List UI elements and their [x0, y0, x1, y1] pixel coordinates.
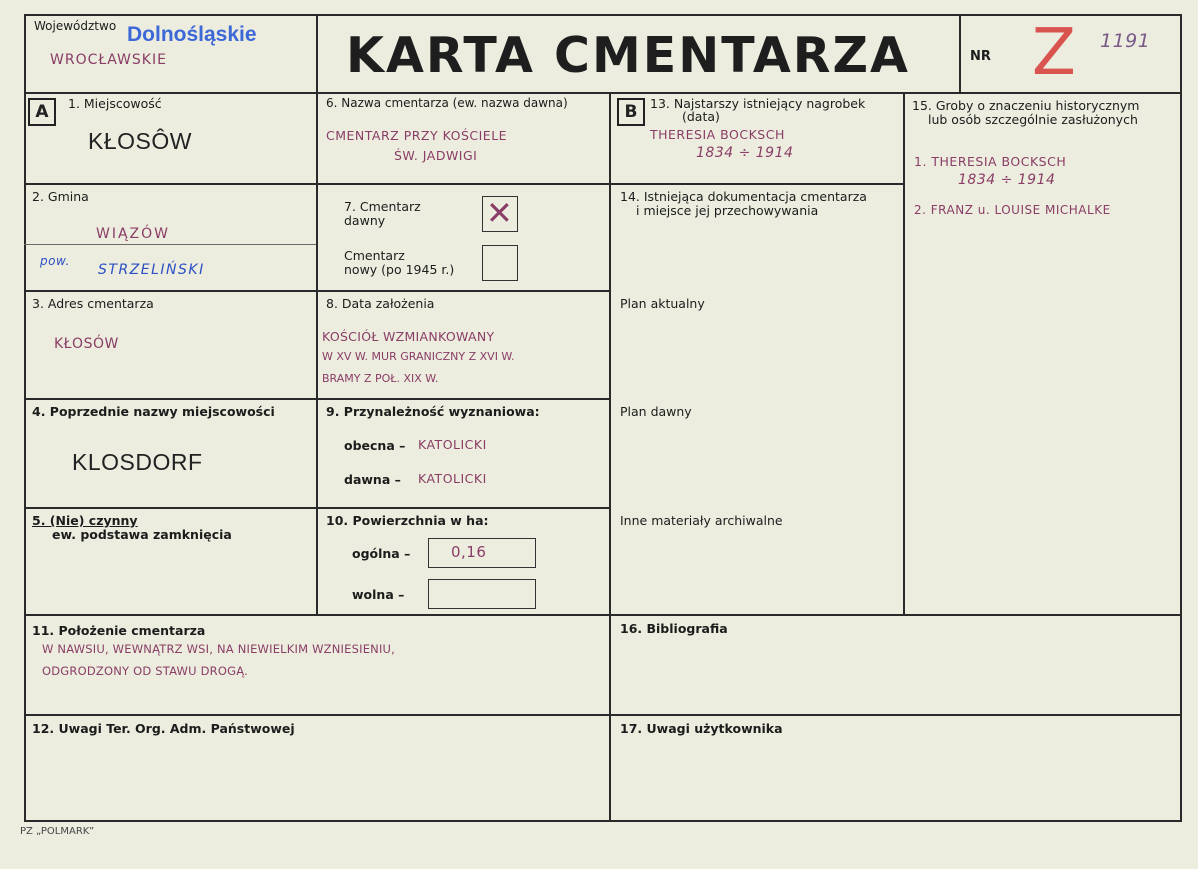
field-3-value: KŁOSÓW [54, 336, 119, 352]
nr-label: NR [970, 49, 991, 64]
field-9-dawna-value: KATOLICKI [418, 471, 487, 486]
row-1-bottom [24, 183, 903, 185]
field-6-label: 6. Nazwa cmentarza (ew. nazwa dawna) [326, 96, 568, 110]
field-7-dawny: dawny [344, 213, 386, 228]
field-15-item-1: 1. THERESIA BOCKSCH [914, 154, 1067, 169]
field-13-line-2: 1834 ÷ 1914 [696, 145, 794, 161]
row-6-bottom [24, 714, 1182, 716]
field-5-label-2: ew. podstawa zamknięcia [52, 527, 232, 542]
field-7-nowy-line-1: Cmentarz [344, 248, 405, 263]
header-bottom [24, 92, 1182, 94]
field-14-plan-dawny: Plan dawny [620, 404, 692, 419]
field-2-value: WIĄZÓW [96, 226, 171, 242]
field-13-label: 13. Najstarszy istniejący nagrobek [650, 96, 866, 111]
field-9-label: 9. Przynależność wyznaniowa: [326, 404, 540, 419]
checkbox-nowy[interactable] [482, 245, 518, 281]
field-2-label: 2. Gmina [32, 189, 89, 204]
col-divider-a [316, 92, 318, 615]
field-10-label: 10. Powierzchnia w ha: [326, 513, 489, 528]
row-5-bottom [24, 614, 1182, 616]
col-divider-b [903, 92, 905, 615]
field-13-label-2: (data) [682, 109, 720, 124]
section-a-marker: A [28, 98, 56, 126]
field-9-dawna-label: dawna – [344, 472, 401, 487]
field-4-label: 4. Poprzednie nazwy miejscowości [32, 404, 275, 419]
field-14-inne-materialy: Inne materiały archiwalne [620, 513, 783, 528]
field-8-line-3: BRAMY Z POŁ. XIX W. [322, 372, 439, 385]
frame-bottom [24, 820, 1182, 822]
field-10-ogolna-value: 0,16 [451, 543, 487, 561]
wojewodztwo-stamp: Dolnośląskie [127, 23, 257, 46]
frame-left [24, 14, 26, 822]
wojewodztwo-label: Województwo [34, 19, 117, 33]
gmina-separator [24, 244, 316, 245]
field-11-line-1: W NAWSIU, WEWNĄTRZ WSI, NA NIEWIELKIM WZNIESIENIU, [42, 642, 396, 656]
field-1-value: KŁOSÔW [88, 128, 192, 154]
field-10-ogolna-label: ogólna – [352, 546, 411, 561]
field-2-pow-value: STRZELIŃSKI [98, 262, 205, 278]
field-8-line-2: W XV W. MUR GRANICZNY Z XVI W. [322, 350, 515, 363]
field-4-value: KLOSDORF [72, 449, 203, 475]
header-divider-1 [316, 14, 318, 94]
field-6-line-1: CMENTARZ PRZY KOŚCIELE [326, 128, 508, 143]
field-14-plan-aktualny: Plan aktualny [620, 296, 705, 311]
field-15-label-2: lub osób szczególnie zasłużonych [928, 112, 1138, 127]
field-15-label: 15. Groby o znaczeniu historycznym [912, 98, 1140, 113]
wojewodztwo-handwritten: WROCŁAWSKIE [50, 52, 167, 68]
field-9-obecna-value: KATOLICKI [418, 437, 487, 452]
field-6-line-2: ŚW. JADWIGI [394, 148, 478, 163]
field-5-label: 5. (Nie) czynny [32, 513, 138, 528]
field-17-label: 17. Uwagi użytkownika [620, 721, 783, 736]
field-2-pow-label: pow. [40, 254, 70, 268]
field-15-item-2: 2. FRANZ u. LOUISE MICHALKE [914, 203, 1111, 217]
field-7-label: 7. Cmentarz [344, 199, 421, 214]
field-7-nowy-line-2: nowy (po 1945 r.) [344, 262, 455, 277]
field-1-label: 1. Miejscowość [68, 96, 162, 111]
printer-mark: PZ „POLMARK” [20, 826, 95, 837]
field-10-ogolna-box[interactable] [428, 538, 536, 568]
col-divider-mid [609, 92, 611, 822]
row-2-bottom [24, 290, 610, 292]
field-15-item-1-dates: 1834 ÷ 1914 [958, 172, 1056, 188]
field-14-label: 14. Istniejąca dokumentacja cmentarza [620, 189, 867, 204]
field-14-label-2: i miejsce jej przechowywania [636, 203, 819, 218]
field-8-label: 8. Data założenia [326, 296, 435, 311]
field-13-line-1: THERESIA BOCKSCH [650, 127, 785, 142]
field-10-wolna-box[interactable] [428, 579, 536, 609]
row-4-bottom [24, 507, 610, 509]
frame-right [1180, 14, 1182, 822]
field-9-obecna-label: obecna – [344, 438, 406, 453]
checkbox-dawny-mark: ✕ [486, 194, 513, 232]
nr-number: 1191 [1100, 30, 1151, 52]
row-3-bottom [24, 398, 610, 400]
field-12-label: 12. Uwagi Ter. Org. Adm. Państwowej [32, 721, 295, 736]
checkbox-dawny[interactable] [482, 196, 518, 232]
field-16-label: 16. Bibliografia [620, 621, 728, 636]
section-b-marker: B [617, 98, 645, 126]
nr-letter: Z [1032, 16, 1076, 90]
field-3-label: 3. Adres cmentarza [32, 296, 154, 311]
frame-top [24, 14, 1182, 16]
card-title: KARTA CMENTARZA [346, 27, 910, 84]
field-10-wolna-label: wolna – [352, 587, 405, 602]
field-11-line-2: ODGRODZONY OD STAWU DROGĄ. [42, 664, 248, 678]
field-8-line-1: KOŚCIÓŁ WZMIANKOWANY [322, 329, 495, 344]
field-11-label: 11. Położenie cmentarza [32, 623, 206, 638]
header-divider-2 [959, 14, 961, 94]
